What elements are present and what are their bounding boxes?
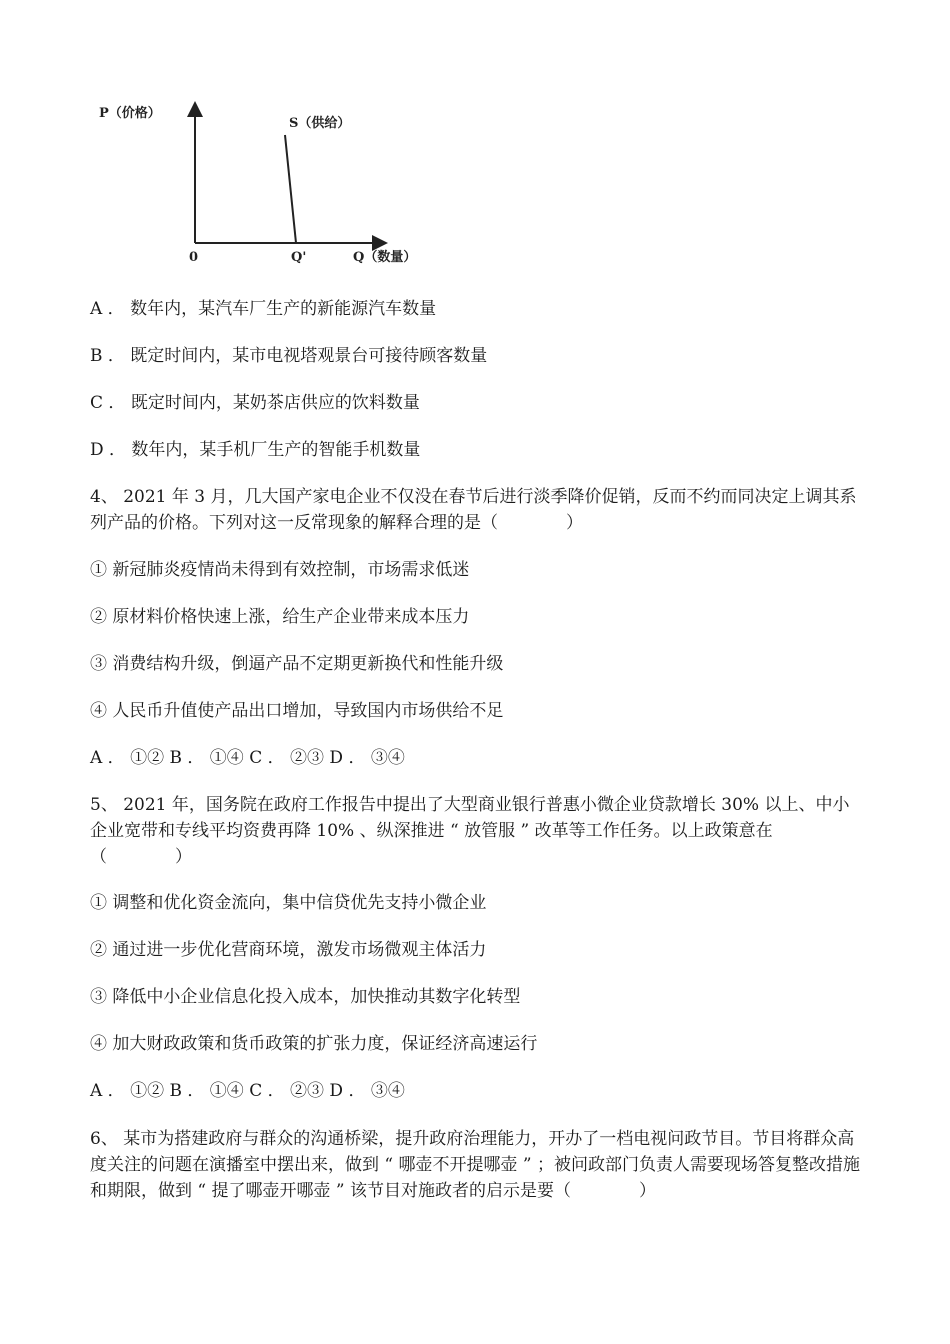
q5-item-3: ③ 降低中小企业信息化投入成本，加快推动其数字化转型 (90, 987, 521, 1007)
q6-stem: 6、 某市为搭建政府与群众的沟通桥梁，提升政府治理能力，开办了一档电视问政节目。节目将群众高度关注的问题在演播室中摆出来，做到 “ 哪壶不开提哪壶 ” ；被问政部门负责人需要现场答复整改措施和期限，做到 “ 提了哪壶开哪壶 ” 该节目对施政者的启示是要（ ） (90, 1129, 860, 1201)
y-axis-label: P（价格） (99, 106, 161, 121)
q5-stem: 5、 2021 年，国务院在政府工作报告中提出了大型商业银行普惠小微企业贷款增长 30% 以上、中小企业宽带和专线平均资费再降 10% 、纵深推进 “ 放管服 ” 改革等工作任务。以上政策意在（ ） (90, 795, 850, 867)
supply-chart (95, 95, 455, 275)
q5-item-2: ② 通过进一步优化营商环境，激发市场微观主体活力 (90, 940, 487, 960)
x-axis-label: Q（数量） (353, 250, 417, 265)
q5-answers: A ． ①② B ． ①④ C ． ②③ D ． ③④ (90, 1081, 405, 1101)
q3-option-a: A ． 数年内，某汽车厂生产的新能源汽车数量 (90, 299, 437, 319)
q5-item-4: ④ 加大财政政策和货币政策的扩张力度，保证经济高速运行 (90, 1034, 538, 1054)
q-equilibrium-label: Q' (291, 250, 307, 265)
q3-option-c: C ． 既定时间内，某奶茶店供应的饮料数量 (90, 393, 420, 413)
q3-option-d: D ． 数年内，某手机厂生产的智能手机数量 (90, 440, 421, 460)
q4-item-2: ② 原材料价格快速上涨，给生产企业带来成本压力 (90, 607, 470, 627)
q3-option-b: B ． 既定时间内，某市电视塔观景台可接待顾客数量 (90, 346, 488, 366)
supply-curve (285, 135, 296, 243)
q5-item-1: ① 调整和优化资金流向，集中信贷优先支持小微企业 (90, 893, 487, 913)
origin-label: 0 (189, 250, 199, 265)
q4-item-3: ③ 消费结构升级，倒逼产品不定期更新换代和性能升级 (90, 654, 504, 674)
q4-item-1: ① 新冠肺炎疫情尚未得到有效控制，市场需求低迷 (90, 560, 470, 580)
q4-answers: A ． ①② B ． ①④ C ． ②③ D ． ③④ (90, 748, 405, 768)
q4-item-4: ④ 人民币升值使产品出口增加，导致国内市场供给不足 (90, 701, 504, 721)
q4-stem: 4、 2021 年 3 月，几大国产家电企业不仅没在春节后进行淡季降价促销，反而不约而同决定上调其系列产品的价格。下列对这一反常现象的解释合理的是（ ） (90, 487, 857, 533)
supply-curve-label: S（供给） (289, 116, 351, 131)
